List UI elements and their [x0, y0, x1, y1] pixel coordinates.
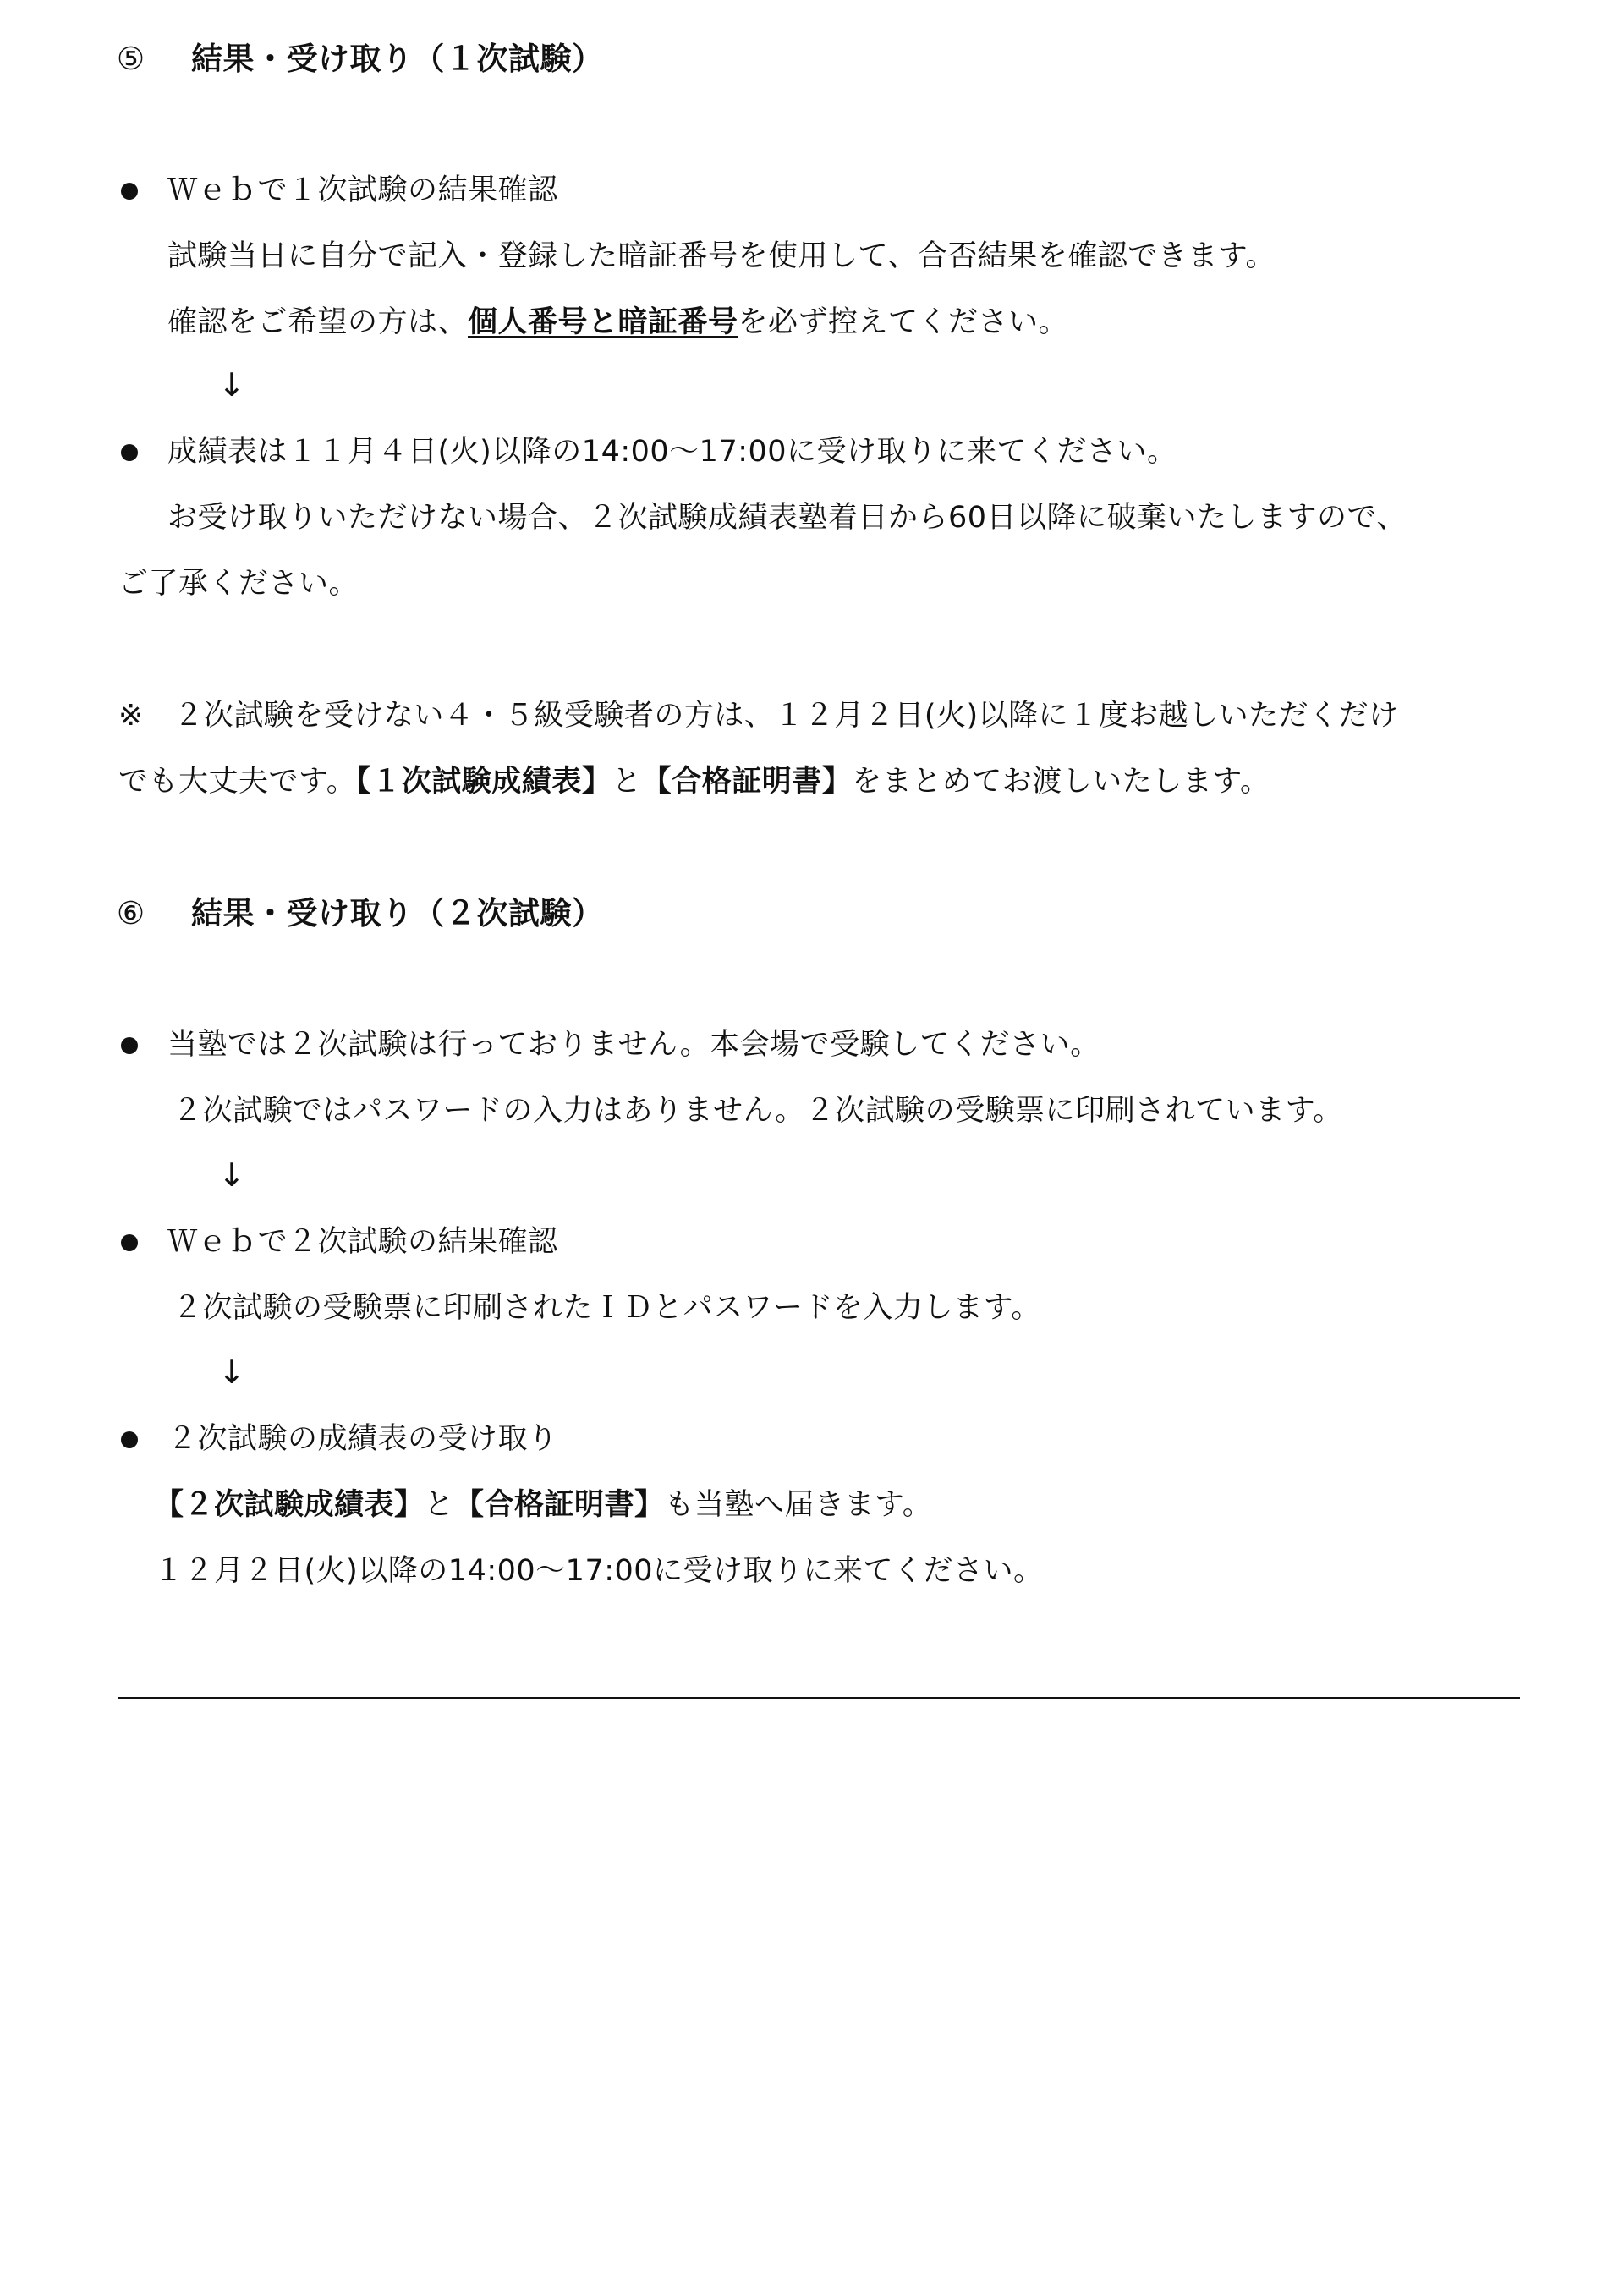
horizontal-divider: [118, 1697, 1520, 1699]
bullet-icon: [121, 444, 138, 461]
section-number: ⑥: [117, 895, 145, 931]
item-label: 成績表は１１月４日(火)以降の14:00～17:00に受け取りに来てください。: [167, 435, 1177, 469]
note-text: ※ ２次試験を受けない４・５級受験者の方は、１２月２日(火)以降に１度お越しいただくだけ: [118, 699, 1399, 733]
bullet-icon: [121, 1037, 138, 1054]
down-arrow-icon: ↓: [218, 1354, 245, 1391]
item-text: ご了承ください。: [118, 567, 359, 601]
item-text: [154, 1486, 932, 1524]
item-text: ２次試験ではパスワードの入力はありません。２次試験の受験票に印刷されています。: [173, 1094, 1343, 1128]
section-title: 結果・受け取り（１次試験）: [191, 41, 604, 77]
bullet-icon: [121, 183, 138, 200]
item-label: 当塾では２次試験は行っておりません。本会場で受験してください。: [167, 1028, 1100, 1062]
emphasized-text: 個人番号と暗証番号: [468, 305, 738, 339]
item-text: お受け取りいただけない場合、２次試験成績表塾着日から60日以降に破棄いたしますので、: [167, 501, 1407, 535]
section-heading-5: [117, 41, 604, 78]
emphasized-text: 【２次試験成績表】: [154, 1488, 425, 1522]
down-arrow-icon: ↓: [218, 366, 245, 404]
emphasized-text: 【合格証明書】: [641, 765, 853, 799]
text-run: をまとめてお渡しいたします。: [852, 765, 1270, 799]
down-arrow-icon: ↓: [218, 1156, 245, 1194]
note-text: [118, 763, 1270, 800]
item-label: Ｗｅｂで１次試験の結果確認: [167, 173, 558, 207]
bullet-icon: [121, 1234, 138, 1251]
item-label: Ｗｅｂで２次試験の結果確認: [167, 1225, 558, 1259]
text-run: でも大丈夫です。: [118, 765, 357, 799]
item-label: ２次試験の成績表の受け取り: [167, 1422, 558, 1456]
bullet-icon: [121, 1431, 138, 1448]
emphasized-text: 【１次試験成績表】: [356, 765, 612, 799]
item-text: １２月２日(火)以降の14:00～17:00に受け取りに来てください。: [154, 1554, 1044, 1588]
item-text: [167, 304, 1068, 341]
item-text: ２次試験の受験票に印刷されたＩＤとパスワードを入力します。: [173, 1291, 1041, 1325]
item-text: 試験当日に自分で記入・登録した暗証番号を使用して、合否結果を確認できます。: [167, 239, 1276, 273]
text-run: 確認をご希望の方は、: [167, 305, 469, 339]
section-title: 結果・受け取り（２次試験）: [191, 895, 604, 931]
text-run: を必ず控えてください。: [738, 305, 1069, 339]
text-run: も当塾へ届きます。: [664, 1488, 933, 1522]
text-run: と: [612, 765, 642, 799]
emphasized-text: 【合格証明書】: [454, 1488, 665, 1522]
section-number: ⑤: [117, 41, 145, 77]
section-heading-6: [117, 895, 604, 932]
text-run: と: [424, 1488, 455, 1522]
